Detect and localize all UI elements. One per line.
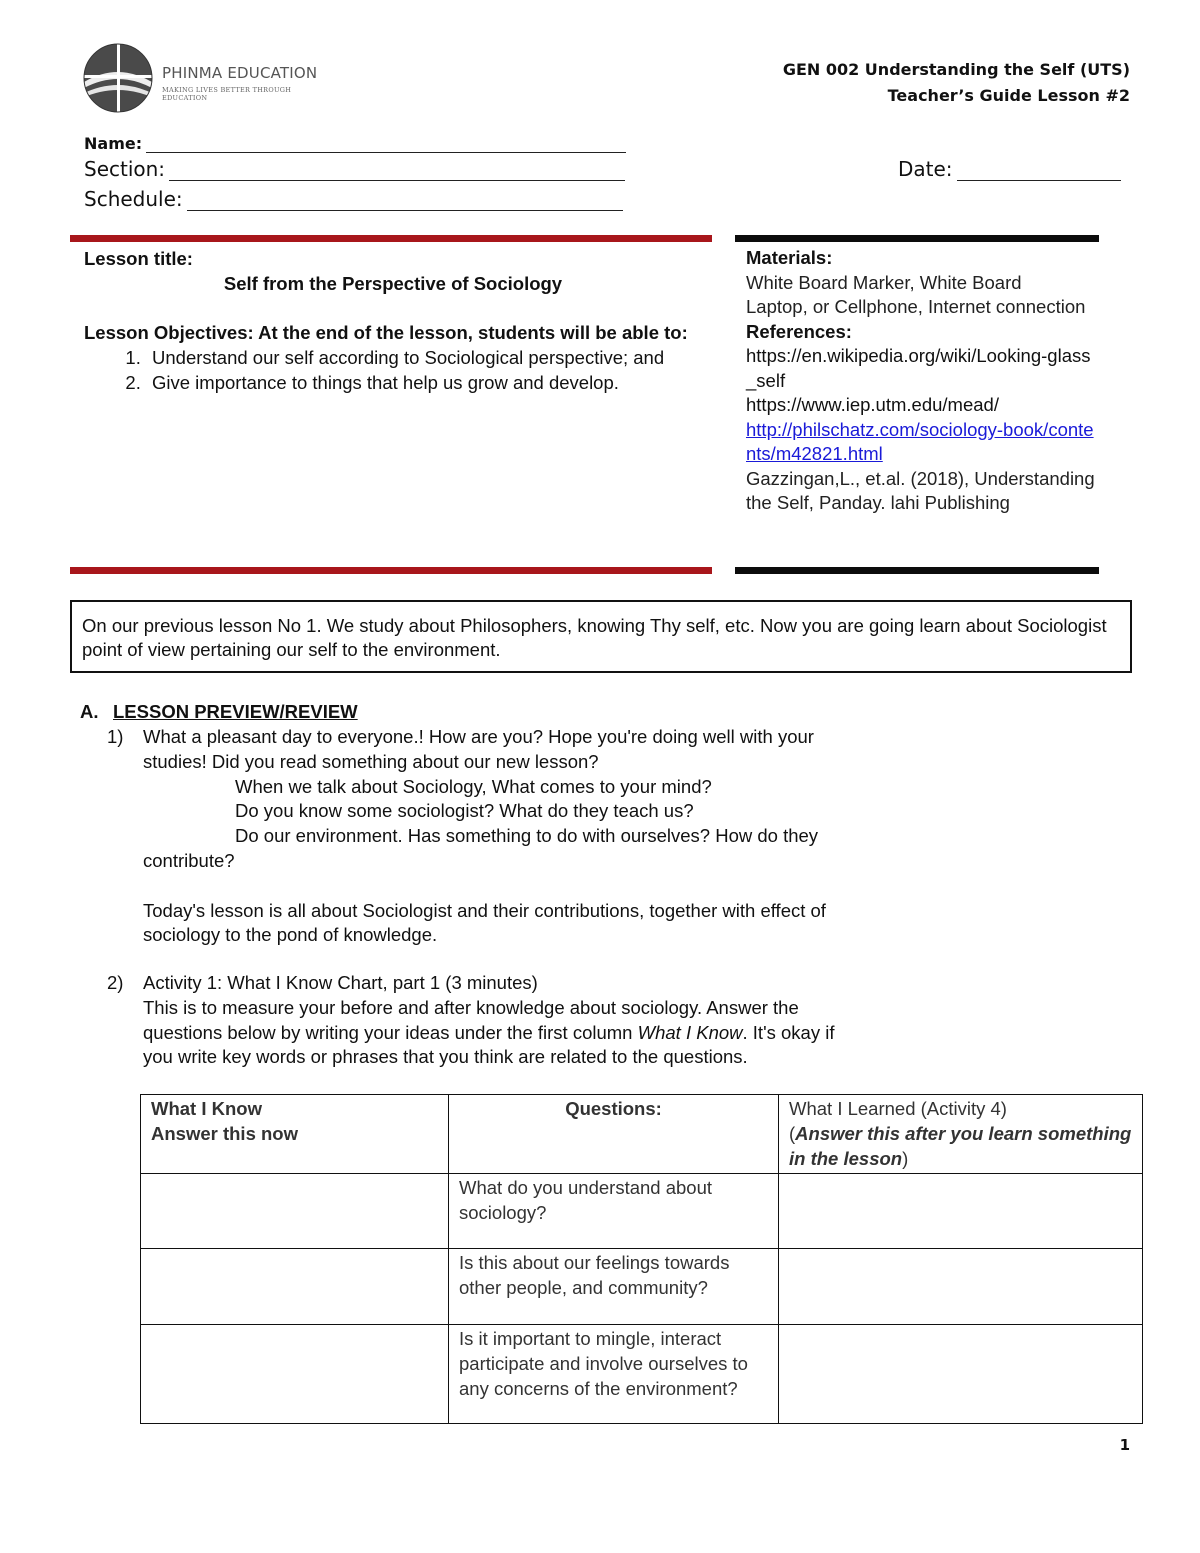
col-what-i-know-header xyxy=(141,1095,449,1174)
chart-header-row xyxy=(141,1095,1143,1174)
activity-title: Activity 1: What I Know Chart, part 1 (3 minutes) xyxy=(143,972,538,993)
references-label: References: xyxy=(746,320,852,342)
item-2-text xyxy=(143,971,1003,1070)
item-2-number: 2) xyxy=(107,972,124,993)
what-i-know-emphasis: What I Know xyxy=(637,1021,743,1043)
what-i-know-chart xyxy=(140,1094,1143,1424)
answer-now-cell[interactable] xyxy=(141,1174,449,1249)
activity-line-2 xyxy=(143,1021,1003,1046)
col-1-line-1: What I Know xyxy=(151,1098,262,1119)
question-cell: Is this about our feelings towards other people, and community? xyxy=(449,1249,779,1325)
activity-line-1: This is to measure your before and after knowledge about sociology. Answer the xyxy=(143,996,799,1018)
col-3-instruction: Answer this after you learn something in the lesson xyxy=(789,1122,1132,1169)
col-questions-header xyxy=(449,1095,779,1174)
item-1-number: 1) xyxy=(107,726,124,747)
today-line-1: Today's lesson is all about Sociologist and their contributions, together with effect of xyxy=(143,899,826,921)
name-line xyxy=(84,134,626,153)
brand-name: PHINMA EDUCATION xyxy=(162,64,318,82)
question-cell: Is it important to mingle, interact participate and involve ourselves to any concerns of the environment? xyxy=(449,1325,779,1424)
objective-item: 2. Give importance to things that help us grow and develop. xyxy=(146,370,702,395)
activity-line-2a: questions below by writing your ideas under the first column xyxy=(143,1021,638,1043)
answer-later-cell[interactable] xyxy=(779,1249,1143,1325)
section-a-title: LESSON PREVIEW/REVIEW xyxy=(113,701,358,722)
col-what-i-learned-header xyxy=(779,1095,1143,1174)
item-1-line-1: What a pleasant day to everyone.! How are you? Hope you're doing well with your xyxy=(143,726,814,747)
reference-1: https://en.wikipedia.org/wiki/Looking-glass_self xyxy=(746,345,1091,391)
table-row xyxy=(141,1325,1143,1424)
phinma-globe-icon xyxy=(78,42,156,118)
schedule-line xyxy=(84,187,623,211)
red-rule-top xyxy=(70,235,712,242)
objectives-list xyxy=(84,345,702,395)
section-label: Section: xyxy=(84,157,166,181)
today-line-2: sociology to the pond of knowledge. xyxy=(143,924,438,946)
materials-line-1: White Board Marker, White Board xyxy=(746,271,1022,293)
lesson-title-label: Lesson title: xyxy=(84,248,193,269)
lesson-title: Self from the Perspective of Sociology xyxy=(223,273,563,294)
section-line xyxy=(84,157,625,181)
question-1: When we talk about Sociology, What comes to your mind? xyxy=(235,775,712,797)
phinma-logo xyxy=(78,42,338,118)
reference-3-link[interactable]: http://philschatz.com/sociology-book/contents/m42821.html xyxy=(746,418,1094,464)
lesson-panel xyxy=(84,246,702,395)
name-field[interactable] xyxy=(146,134,626,153)
reference-2: https://www.iep.utm.edu/mead/ xyxy=(746,394,999,415)
item-1-line-2: studies! Did you read something about our new lesson? xyxy=(143,750,599,772)
page-number: 1 xyxy=(1119,1436,1130,1454)
col-3-open-paren: ( xyxy=(789,1122,796,1144)
materials-label: Materials: xyxy=(746,247,833,268)
section-field[interactable] xyxy=(169,162,625,181)
materials-panel xyxy=(746,246,1098,516)
section-a-letter: A. xyxy=(80,701,99,722)
activity-line-2c: . It's okay if xyxy=(742,1021,835,1043)
col-1-line-2: Answer this now xyxy=(151,1122,298,1144)
schedule-label: Schedule: xyxy=(84,187,183,211)
answer-later-cell[interactable] xyxy=(779,1174,1143,1249)
recap-box: On our previous lesson No 1. We study about Philosophers, knowing Thy self, etc. Now you are going learn about Sociologist point of view pertaining our self to the environment. xyxy=(70,600,1132,673)
objective-item: 1. Understand our self according to Sociological perspective; and xyxy=(146,345,702,370)
item-1-text xyxy=(143,725,1003,948)
answer-now-cell[interactable] xyxy=(141,1325,449,1424)
date-line xyxy=(898,157,1121,181)
red-rule-bottom xyxy=(70,567,712,574)
col-3-line-1: What I Learned (Activity 4) xyxy=(789,1098,1007,1119)
lesson-objectives-label: Lesson Objectives: At the end of the lesson, students will be able to: xyxy=(84,322,688,343)
activity-line-3: you write key words or phrases that you think are related to the questions. xyxy=(143,1046,748,1068)
date-field[interactable] xyxy=(957,162,1121,181)
answer-now-cell[interactable] xyxy=(141,1249,449,1325)
name-label: Name: xyxy=(84,134,143,153)
col-3-close-paren: ) xyxy=(902,1147,909,1169)
reference-4: Gazzingan,L., et.al. (2018), Understanding the Self, Panday. lahi Publishing xyxy=(746,467,1095,513)
date-label: Date: xyxy=(898,157,953,181)
question-3-cont: contribute? xyxy=(143,849,235,871)
question-2: Do you know some sociologist? What do they teach us? xyxy=(235,800,694,822)
col-3-line-2 xyxy=(789,1122,1132,1172)
schedule-field[interactable] xyxy=(187,192,623,211)
answer-later-cell[interactable] xyxy=(779,1325,1143,1424)
table-row xyxy=(141,1174,1143,1249)
question-3: Do our environment. Has something to do with ourselves? How do they xyxy=(235,825,819,847)
black-rule-top xyxy=(735,235,1099,242)
black-rule-bottom xyxy=(735,567,1099,574)
guide-title: Teacher’s Guide Lesson #2 xyxy=(887,86,1130,105)
table-row xyxy=(141,1249,1143,1325)
course-title: GEN 002 Understanding the Self (UTS) xyxy=(782,60,1130,79)
brand-tagline: MAKING LIVES BETTER THROUGH EDUCATION xyxy=(162,86,292,102)
question-cell: What do you understand about sociology? xyxy=(449,1174,779,1249)
materials-line-2: Laptop, or Cellphone, Internet connection xyxy=(746,296,1086,317)
col-2-label: Questions: xyxy=(565,1098,662,1119)
